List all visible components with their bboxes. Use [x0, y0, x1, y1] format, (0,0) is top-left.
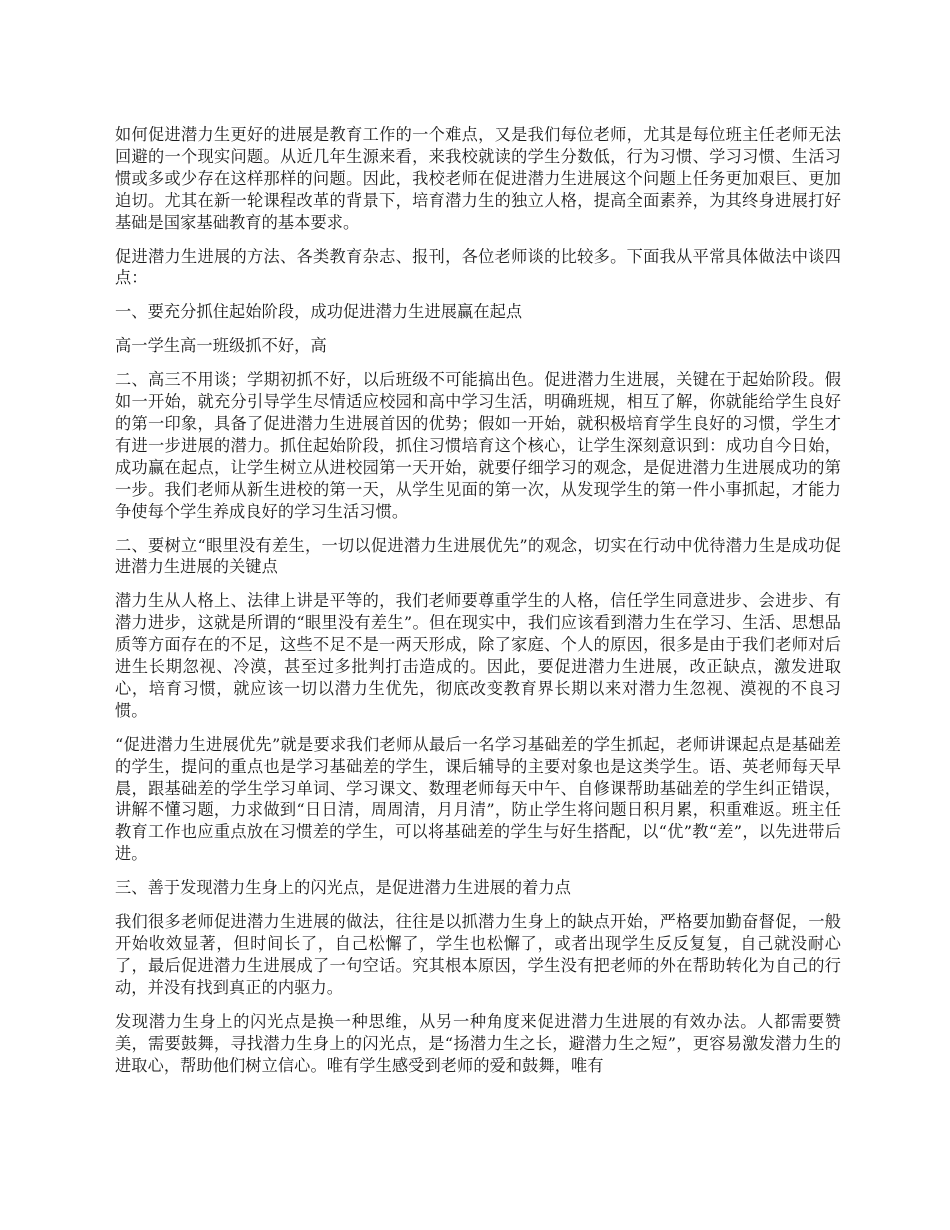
- paragraph-bright-spots: 发现潜力生身上的闪光点是换一种思维，从另一种角度来促进潜力生进展的有效办法。人都需要赞美，需要鼓舞，寻找潜力生身上的闪光点，是“扬潜力生之长，避潜力生之短”，更容易激发潜力生的进取心，帮助他们树立信心。唯有学生感受到老师的爱和鼓舞，唯有: [115, 1011, 841, 1075]
- paragraph-intro: 如何促进潜力生更好的进展是教育工作的一个难点，又是我们每位老师，尤其是每位班主任老师无法回避的一个现实问题。从近几年生源来看，来我校就读的学生分数低，行为习惯、学习习惯、生活习惯或多或少存在这样那样的问题。因此，我校老师在促进潜力生进展这个问题上任务更加艰巨、更加迫切。尤其在新一轮课程改革的背景下，培育潜力生的独立人格，提高全面素养，为其终身进展打好基础是国家基础教育的基本要求。: [115, 125, 841, 232]
- heading-point-one: 一、要充分抓住起始阶段，成功促进潜力生进展赢在起点: [115, 302, 523, 322]
- paragraph-starting-stage: 二、高三不用谈；学期初抓不好，以后班级不可能搞出色。促进潜力生进展，关键在于起始阶段。假如一开始，就充分引导学生尽情适应校园和高中学习生活，明确班规，相互了解，你就能给学生良好的第一印象，具备了促进潜力生进展首因的优势；假如一开始，就积极培育学生良好的习惯，学生才有进一步进展的潜力。抓住起始阶段，抓住习惯培育这个核心，让学生深刻意识到：成功自今日始，成功赢在起点，让学生树立从进校园第一天开始，就要仔细学习的观念，是促进潜力生进展成功的第一步。我们老师从新生进校的第一天，从学生见面的第一次，从发现学生的第一件小事抓起，才能力争使每个学生养成良好的学习生活习惯。: [115, 370, 841, 521]
- paragraph-methods: 促进潜力生进展的方法、各类教育杂志、报刊，各位老师谈的比较多。下面我从平常具体做法中谈四点：: [115, 246, 841, 288]
- paragraph-equality: 潜力生从人格上、法律上讲是平等的，我们老师要尊重学生的人格，信任学生同意进步、会进步、有潜力进步，这就是所谓的“眼里没有差生”。但在现实中，我们应该看到潜力生在学习、生活、思想品质等方面存在的不足，这些不足不是一两天形成，除了家庭、个人的原因，很多是由于我们老师对后进生长期忽视、冷漠，甚至过多批判打击造成的。因此，要促进潜力生进展，改正缺点，激发进取心，培育习惯，就应该一切以潜力生优先，彻底改变教育界长期以来对潜力生忽视、漠视的不良习惯。: [115, 591, 841, 720]
- paragraph-fragment: 高一学生高一班级抓不好，高: [115, 336, 327, 356]
- heading-point-three: 三、善于发现潜力生身上的闪光点，是促进潜力生进展的着力点: [115, 878, 572, 898]
- heading-point-two: 二、要树立“眼里没有差生，一切以促进潜力生进展优先”的观念，切实在行动中优待潜力生是成功促进潜力生进展的关键点: [115, 535, 841, 577]
- paragraph-priority: “促进潜力生进展优先”就是要求我们老师从最后一名学习基础差的学生抓起，老师讲课起点是基础差的学生，提问的重点也是学习基础差的学生，课后辅导的主要对象也是这类学生。语、英老师每天早晨，跟基础差的学生学习单词、学习课文、数理老师每天中午、自修课帮助基础差的学生纠正错误，讲解不懂习题，力求做到“日日清，周周清，月月清”，防止学生将问题日积月累，积重难返。班主任教育工作也应重点放在习惯差的学生，可以将基础差的学生与好生搭配，以“优”教“差”，以先进带后进。: [115, 734, 841, 864]
- paragraph-common-approach: 我们很多老师促进潜力生进展的做法，往往是以抓潜力生身上的缺点开始，严格要加勤奋督促，一般开始收效显著，但时间长了，自己松懈了，学生也松懈了，或者出现学生反反复复，自己就没耐心了，最后促进潜力生进展成了一句空话。究其根本原因，学生没有把老师的外在帮助转化为自己的行动，并没有找到真正的内驱力。: [115, 912, 841, 997]
- document-page: [115, 124, 841, 1088]
